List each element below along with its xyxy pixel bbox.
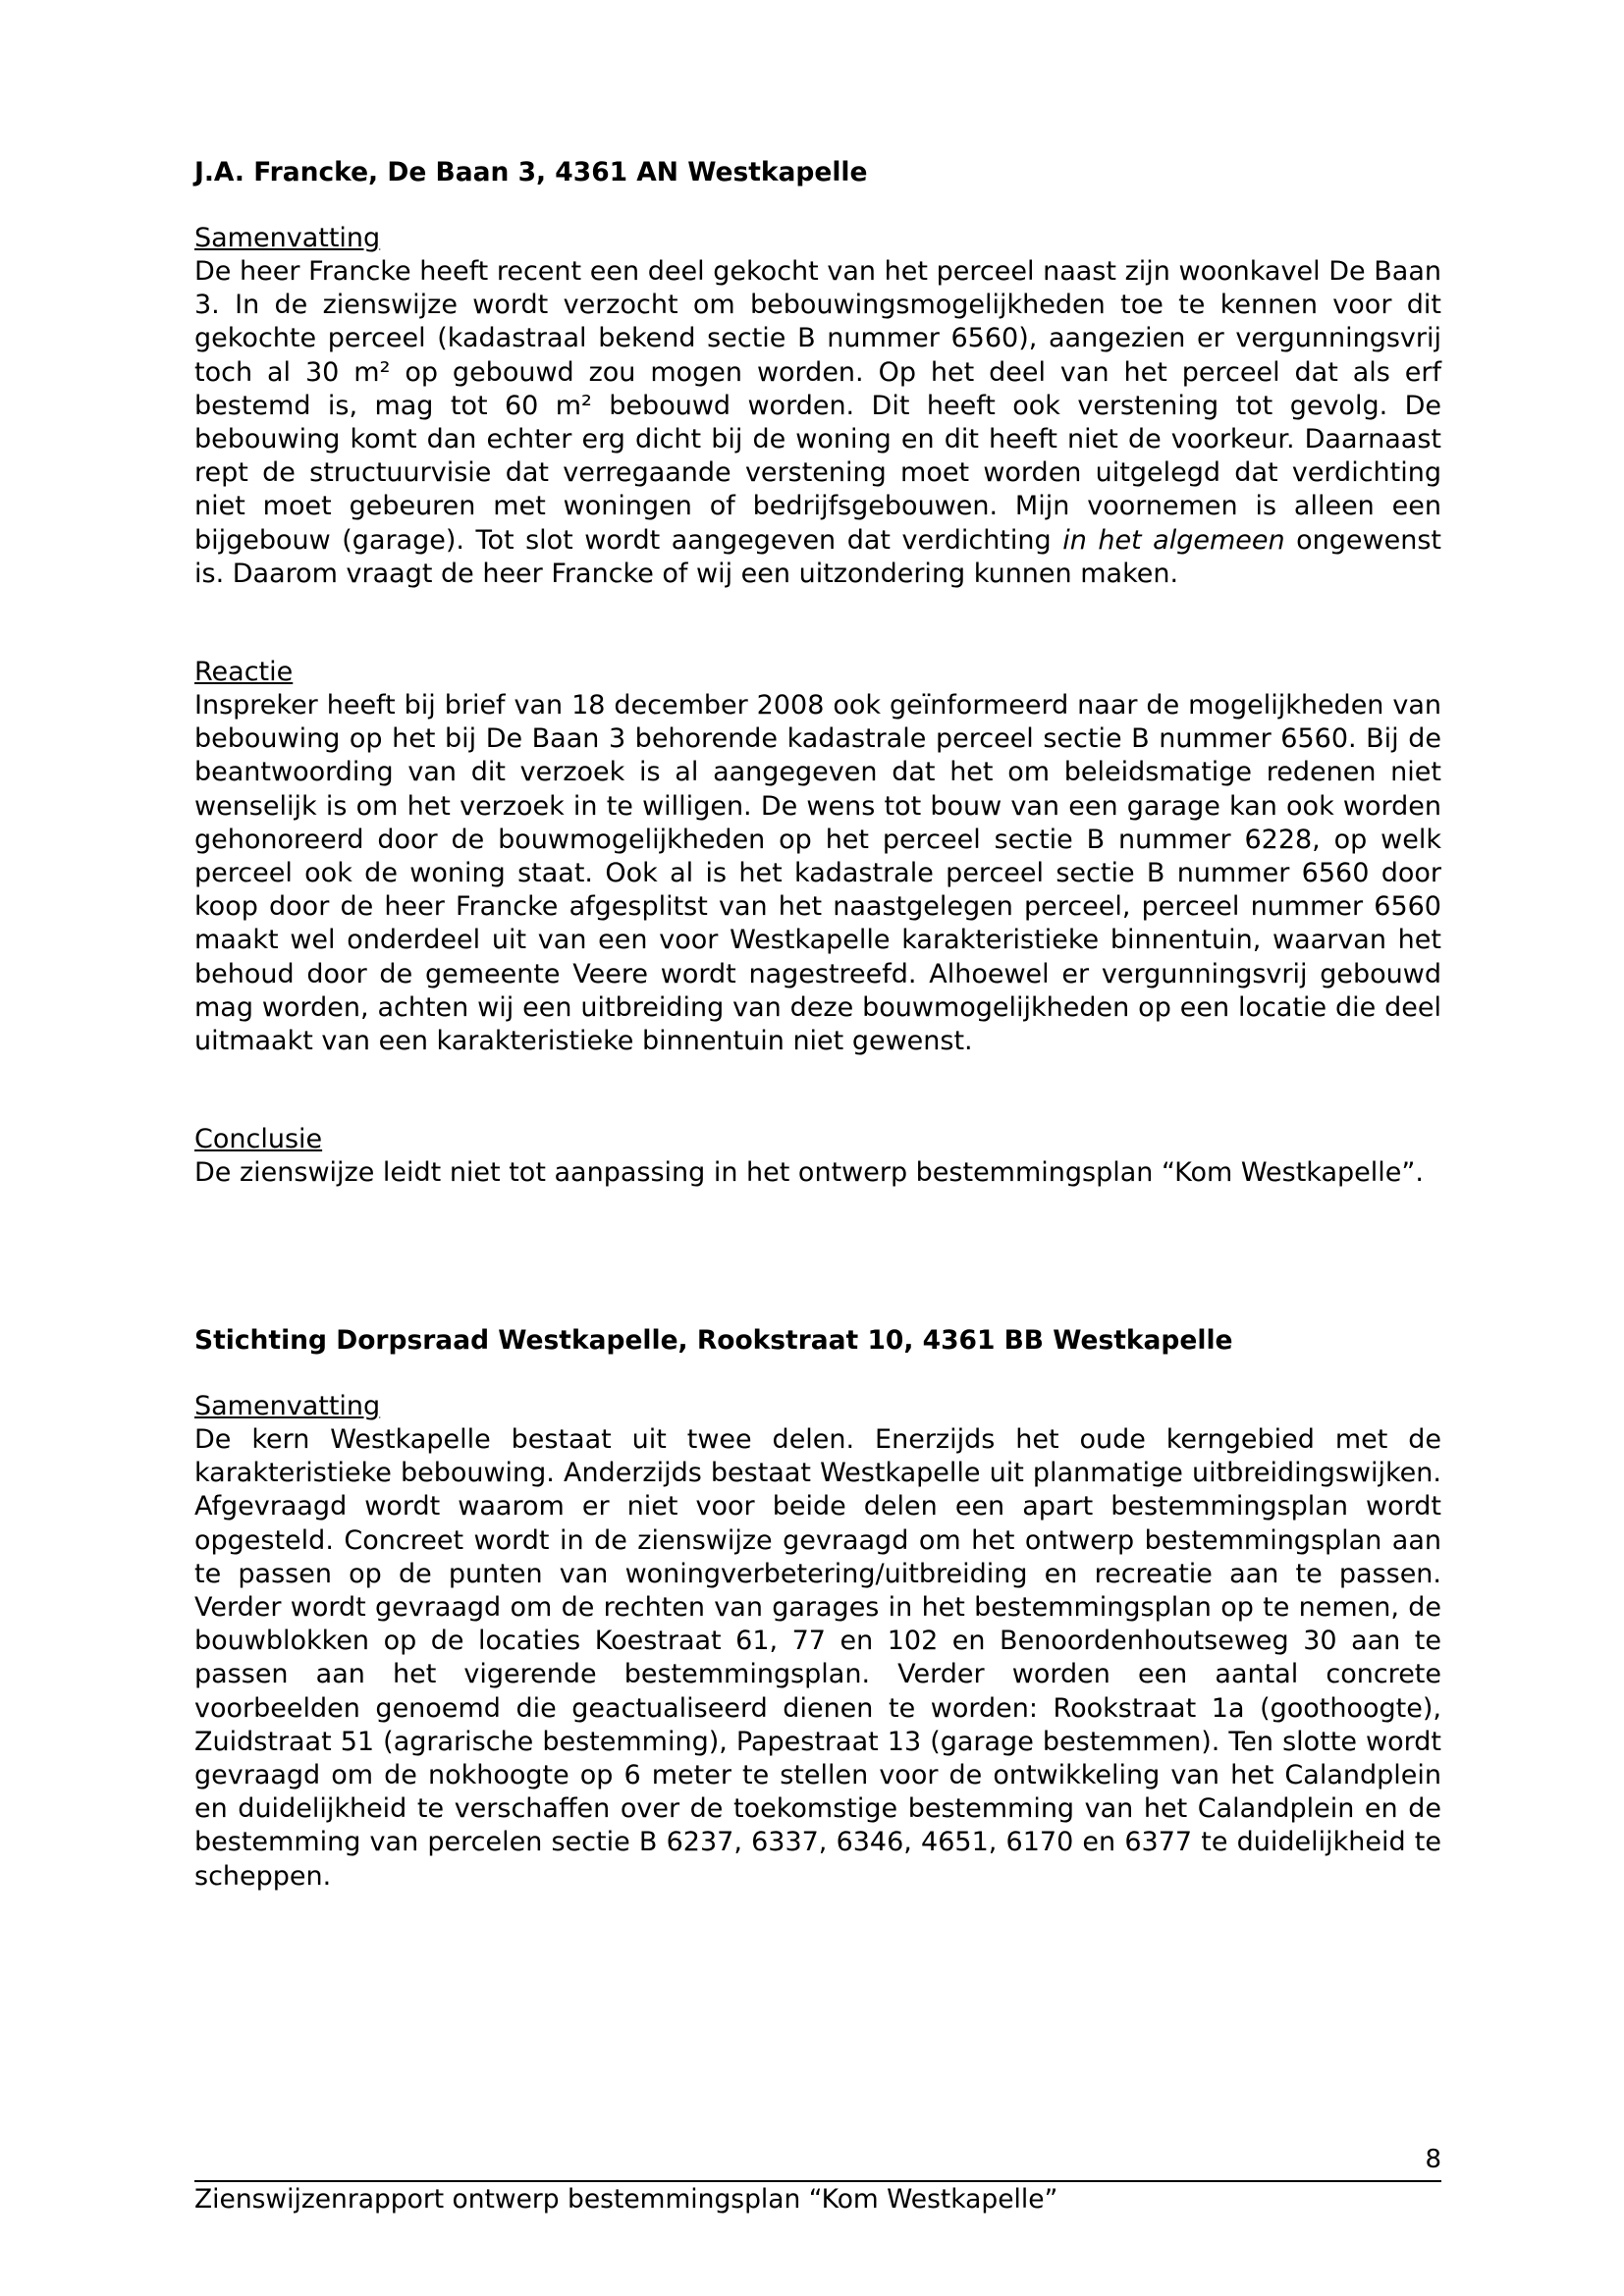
section1-summary-label: Samenvatting: [194, 223, 381, 253]
footer-divider: [194, 2180, 1441, 2182]
section1-summary-text: [194, 255, 1441, 591]
summary-text-part: ongewenst is. Daarom vraagt de heer Francke of wij een uitzondering kunnen maken.: [194, 524, 1441, 589]
section1-reaction-text: Inspreker heeft bij brief van 18 december 2008 ook geïnformeerd naar de mogelijkheden van bebouwing op het bij De Baan 3 behorende kadastrale perceel sectie B nummer 6560. Bij de beantwoording van dit verzoek is al aangegeven dat het om beleidsmatige redenen niet wenselijk is om het verzoek in te willigen. De wens tot bouw van een garage kan ook worden gehonoreerd door de bouwmogelijkheden op het perceel sectie B nummer 6228, op welk perceel ook de woning staat. Ook al is het kadastrale perceel sectie B nummer 6560 door koop door de heer Francke afgesplitst van het naastgelegen perceel, perceel nummer 6560 maakt wel onderdeel uit van een voor Westkapelle karakteristieke binnentuin, waarvan het behoud door de gemeente Veere wordt nagestreefd. Alhoewel er vergunningsvrij gebouwd mag worden, achten wij een uitbreiding van deze bouwmogelijkheden op een locatie die deel uitmaakt van een karakteristieke binnentuin niet gewenst.: [194, 690, 1441, 1057]
page-number: 8: [1425, 2145, 1441, 2174]
section2-heading: Stichting Dorpsraad Westkapelle, Rookstraat 10, 4361 BB Westkapelle: [194, 1325, 1233, 1356]
section2-summary-text: De kern Westkapelle bestaat uit twee delen. Enerzijds het oude kerngebied met de karakteristieke bebouwing. Anderzijds bestaat Westkapelle uit planmatige uitbreidingswijken. Afgevraagd wordt waarom er niet voor beide delen een apart bestemmingsplan wordt opgesteld. Concreet wordt in de zienswijze gevraagd om het ontwerp bestemmingsplan aan te passen op de punten van woningverbetering/uitbreiding en recreatie aan te passen. Verder wordt gevraagd om de rechten van garages in het bestemmingsplan op te nemen, de bouwblokken op de locaties Koestraat 61, 77 en 102 en Benoordenhoutseweg 30 aan te passen aan het vigerende bestemmingsplan. Verder worden een aantal concrete voorbeelden genoemd die geactualiseerd dienen te worden: Rookstraat 1a (goothoogte), Zuidstraat 51 (agrarische bestemming), Papestraat 13 (garage bestemmen). Ten slotte wordt gevraagd om de nokhoogte op 6 meter te stellen voor de ontwikkeling van het Calandplein en duidelijkheid te verschaffen over de toekomstige bestemming van het Calandplein en de bestemming van percelen sectie B 6237, 6337, 6346, 4651, 6170 en 6377 te duidelijkheid te scheppen.: [194, 1424, 1441, 1892]
summary-text-part: De heer Francke heeft recent een deel gekocht van het perceel naast zijn woonkavel De Baan 3. In de zienswijze wordt verzocht om bebouwingsmogelijkheden toe te kennen voor dit gekochte perceel (kadastraal bekend sectie B nummer 6560), aangezien er vergunningsvrij toch al 30 m² op gebouwd zou mogen worden. Op het deel van het perceel dat als erf bestemd is, mag tot 60 m² bebouwd worden. Dit heeft ook verstening tot gevolg. De bebouwing komt dan echter erg dicht bij de woning en dit heeft niet de voorkeur. Daarnaast rept de structuurvisie dat verregaande verstening moet worden uitgelegd dat verdichting niet moet gebeuren met woningen of bedrijfsgebouwen. Mijn voornemen is alleen een bijgebouw (garage). Tot slot wordt aangegeven dat verdichting: [194, 256, 1441, 556]
section1-conclusion-label: Conclusie: [194, 1124, 323, 1154]
section1-conclusion-text: De zienswijze leidt niet tot aanpassing in het ontwerp bestemmingsplan “Kom Westkapelle”.: [194, 1157, 1424, 1188]
section1-reaction-label: Reactie: [194, 657, 294, 687]
footer-title: Zienswijzenrapport ontwerp bestemmingsplan “Kom Westkapelle”: [194, 2184, 1058, 2215]
summary-italic-text: in het algemeen: [1062, 524, 1285, 556]
section2-summary-label: Samenvatting: [194, 1391, 381, 1421]
section1-heading: J.A. Francke, De Baan 3, 4361 AN Westkapelle: [194, 157, 868, 187]
